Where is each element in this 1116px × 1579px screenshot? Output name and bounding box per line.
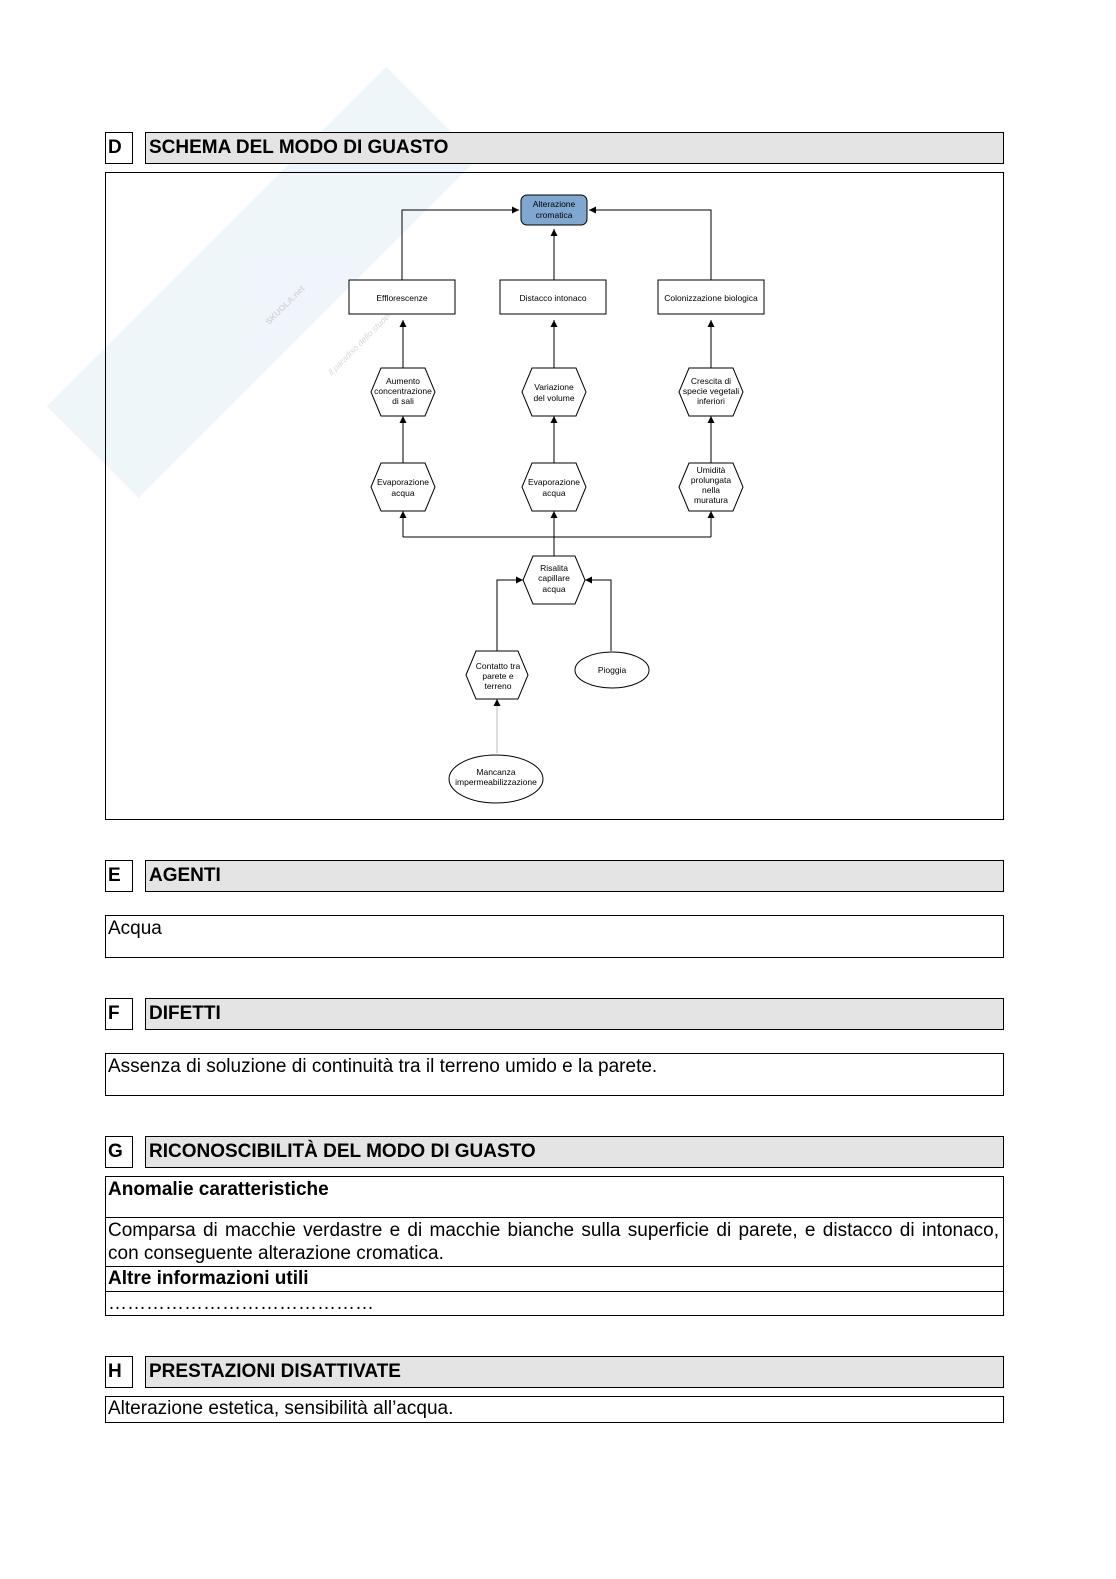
altre-info-text: …………………………………… xyxy=(105,1291,1004,1316)
node-contatto-line3: terreno xyxy=(484,681,512,691)
node-evap1-line2: acqua xyxy=(391,488,415,498)
section-d-title: SCHEMA DEL MODO DI GUASTO xyxy=(145,132,1004,164)
section-g-title: RICONOSCIBILITÀ DEL MODO DI GUASTO xyxy=(145,1136,1004,1168)
node-evaporazione-acqua-1 xyxy=(371,463,435,511)
node-evaporazione-acqua-2 xyxy=(522,463,586,511)
node-colonizzazione-label: Colonizzazione biologica xyxy=(664,293,758,303)
node-variazione-line2: del volume xyxy=(533,393,575,403)
node-mancanza-line2: impermeabilizzazione xyxy=(455,777,537,787)
node-evap2-line1: Evaporazione xyxy=(528,477,580,487)
node-contatto-line1: Contatto tra xyxy=(475,661,521,671)
section-g-letter: G xyxy=(105,1136,133,1168)
section-e-title: AGENTI xyxy=(145,860,1004,892)
section-e-letter: E xyxy=(105,860,133,892)
node-mancanza-line1: Mancanza xyxy=(476,767,516,777)
node-evap2-line2: acqua xyxy=(542,488,566,498)
node-umidita-line4: muratura xyxy=(693,495,729,505)
node-risalita-line1: Risalita xyxy=(540,563,568,573)
node-contatto-line2: parete e xyxy=(482,671,514,681)
node-evap1-line1: Evaporazione xyxy=(377,477,429,487)
node-umidita-line2: prolungata xyxy=(690,475,732,485)
node-crescita-line3: inferiori xyxy=(697,396,725,406)
node-pioggia-label: Pioggia xyxy=(597,665,627,675)
node-aumento-line2: concentrazione xyxy=(374,386,432,396)
section-f-letter: F xyxy=(105,998,133,1030)
section-h-content: Alterazione estetica, sensibilità all’acqua. xyxy=(105,1396,1004,1423)
anomalie-text: Comparsa di macchie verdastre e di macchie bianche sulla superficie di parete, e distacco di intonaco, con conseguente alterazione cromatica. xyxy=(105,1217,1004,1267)
node-umidita-line3: nella xyxy=(702,485,720,495)
node-variazione-volume xyxy=(522,368,586,416)
failure-mode-diagram xyxy=(105,172,1004,820)
node-risalita-line3: acqua xyxy=(542,584,566,594)
section-e-content: Acqua xyxy=(105,915,1004,958)
node-alterazione-line2: cromatica xyxy=(535,210,573,220)
section-f-title: DIFETTI xyxy=(145,998,1004,1030)
node-alterazione-line1: Alterazione xyxy=(532,199,576,209)
section-d-letter: D xyxy=(105,132,133,164)
node-aumento-line3: di sali xyxy=(392,396,414,406)
node-risalita-line2: capillare xyxy=(538,573,570,583)
node-variazione-line1: Variazione xyxy=(534,382,574,392)
section-h-letter: H xyxy=(105,1356,133,1388)
section-f-content: Assenza di soluzione di continuità tra il terreno umido e la parete. xyxy=(105,1053,1004,1096)
node-umidita-line1: Umidità xyxy=(696,465,726,475)
altre-info-label: Altre informazioni utili xyxy=(105,1266,1004,1292)
node-crescita-line1: Crescita di xyxy=(690,376,732,386)
node-crescita-line2: specie vegetali xyxy=(682,386,740,396)
watermark-tagline: il paradiso dello studente xyxy=(325,303,400,378)
node-distacco-label: Distacco intonaco xyxy=(519,293,587,303)
node-efflorescenze-label: Efflorescenze xyxy=(376,293,428,303)
section-h-title: PRESTAZIONI DISATTIVATE xyxy=(145,1356,1004,1388)
diagram-svg xyxy=(106,173,1003,819)
node-aumento-line1: Aumento xyxy=(385,376,421,386)
watermark-brand: SKUOLA.net xyxy=(263,283,307,327)
anomalie-label: Anomalie caratteristiche xyxy=(105,1176,1004,1218)
